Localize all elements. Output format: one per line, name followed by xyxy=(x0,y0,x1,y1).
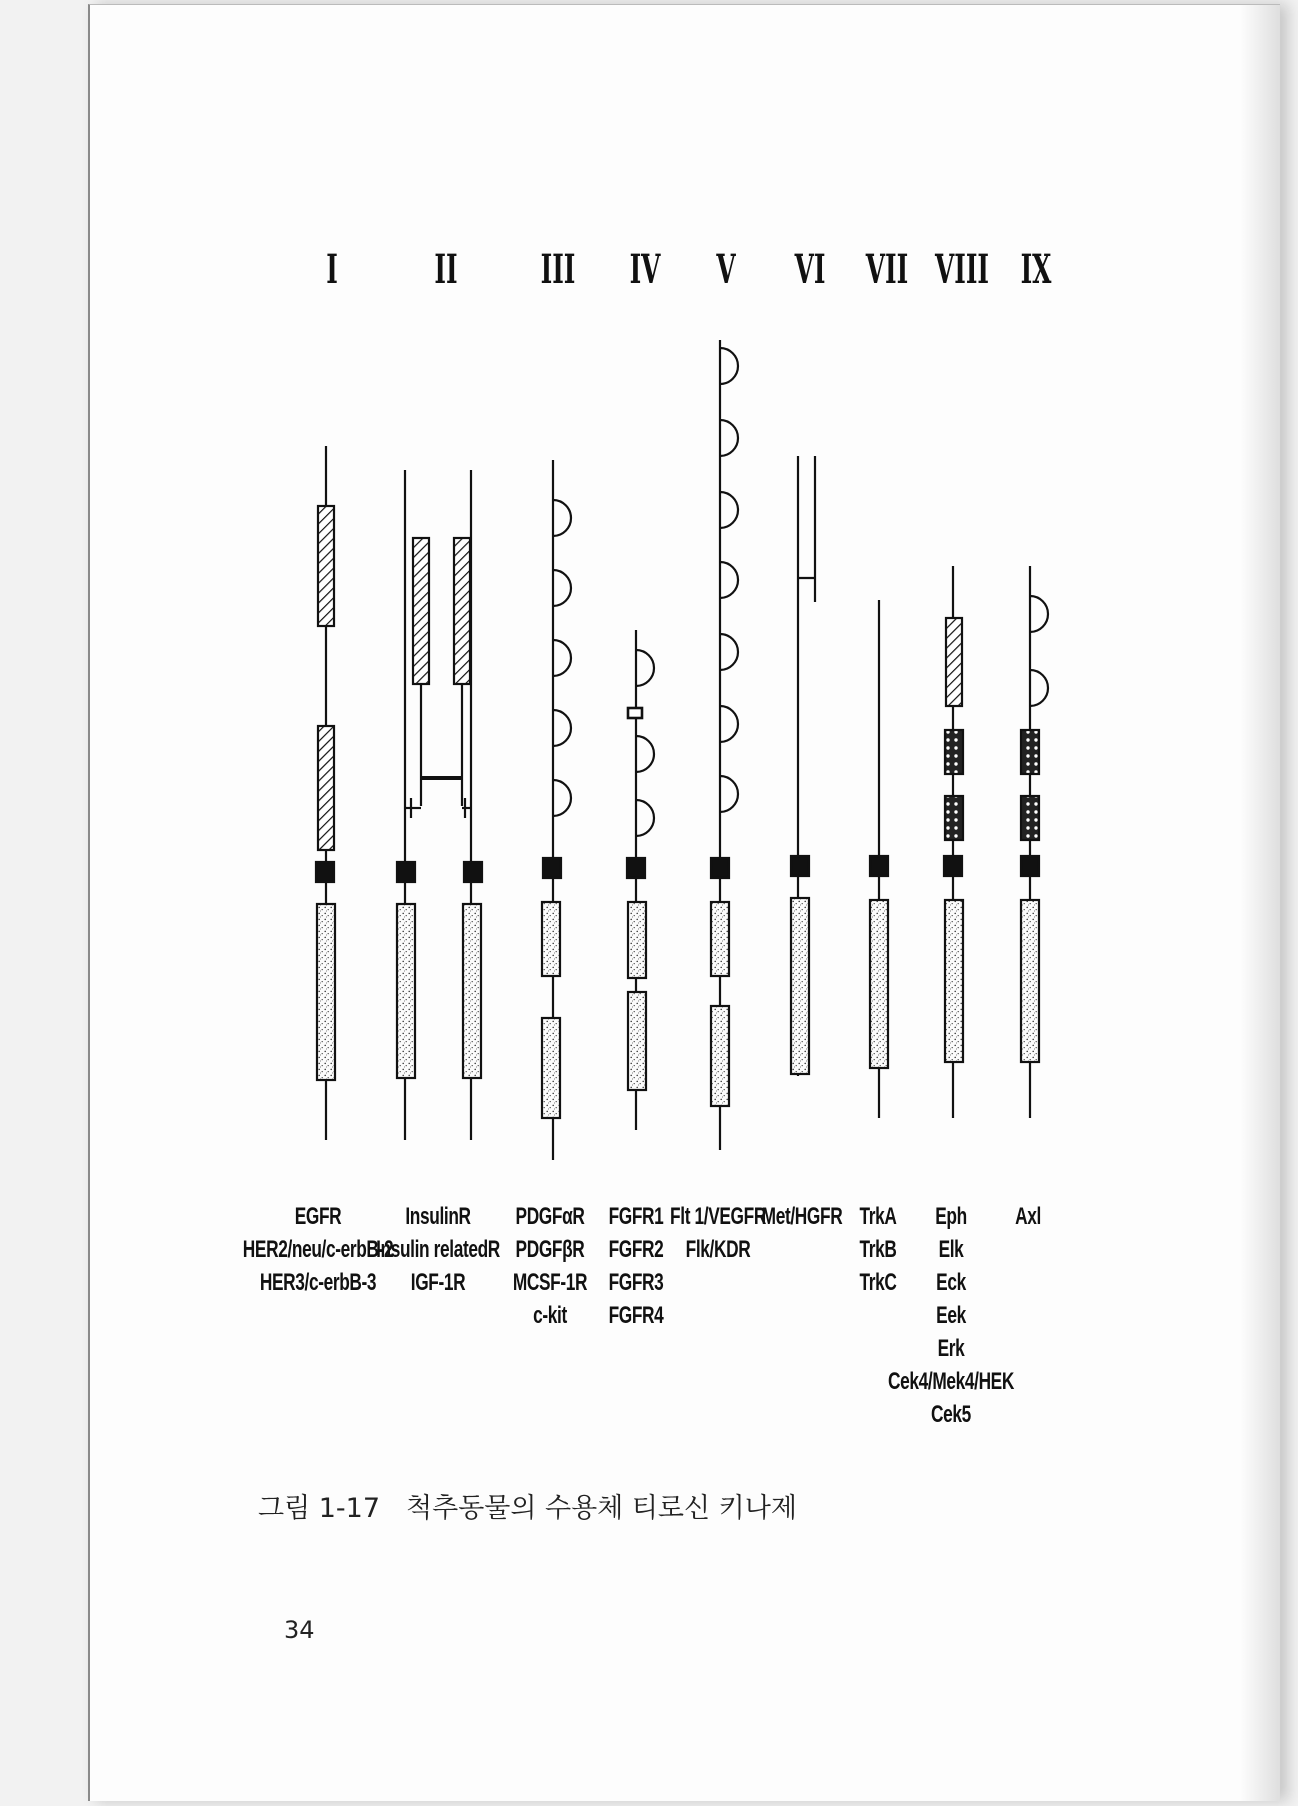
cysteine-rich-domain xyxy=(318,506,334,626)
class-numeral-3: III xyxy=(540,246,576,293)
receptor-name: FGFR3 xyxy=(608,1269,664,1296)
receptor-name: TrkB xyxy=(859,1236,897,1263)
class-numeral-8: VIII xyxy=(934,246,990,293)
receptor-class-5 xyxy=(711,340,738,1150)
class-numeral-1: I xyxy=(326,246,338,293)
receptor-name: Elk xyxy=(938,1236,964,1263)
receptor-class-2 xyxy=(397,470,482,1140)
figure-number: 그림 1-17 xyxy=(258,1493,381,1524)
receptor-class-6 xyxy=(791,456,815,1076)
ig-like-loop xyxy=(553,500,571,536)
receptor-labels-1 xyxy=(243,1200,393,1299)
figure-caption xyxy=(258,1486,823,1525)
receptor-name: IGF-1R xyxy=(410,1269,466,1296)
receptor-class-9 xyxy=(1021,566,1048,1118)
receptor-name: FGFR1 xyxy=(608,1203,664,1230)
receptor-name: HER3/c-erbB-3 xyxy=(259,1269,377,1296)
receptor-name: PDGFβR xyxy=(515,1236,585,1263)
receptor-name: EGFR xyxy=(294,1203,342,1230)
class-numeral-9: IX xyxy=(1020,246,1052,293)
receptor-class-3 xyxy=(542,460,571,1160)
acid-box xyxy=(628,708,642,718)
receptor-class-7 xyxy=(870,600,888,1118)
cysteine-rich-domain xyxy=(318,726,334,850)
receptor-labels-5 xyxy=(670,1200,766,1266)
transmembrane-domain xyxy=(316,862,334,882)
receptor-labels-4 xyxy=(609,1200,664,1332)
receptor-class-4 xyxy=(627,630,654,1130)
receptor-name: HER2/neu/c-erbB-2 xyxy=(242,1236,394,1263)
class-numeral-7: VII xyxy=(865,246,909,293)
receptor-class-8 xyxy=(944,566,963,1118)
receptor-labels-6 xyxy=(762,1200,843,1233)
receptor-name: FGFR4 xyxy=(608,1302,664,1329)
class-numeral-4: IV xyxy=(629,246,661,293)
receptor-name: FGFR2 xyxy=(608,1236,664,1263)
receptor-labels-8 xyxy=(888,1200,1014,1431)
receptor-class-1 xyxy=(316,446,335,1140)
fibronectin-domain xyxy=(945,730,963,774)
kinase-domain xyxy=(317,904,335,1080)
receptor-labels-3 xyxy=(513,1200,587,1332)
receptor-name: Erk xyxy=(937,1335,965,1362)
receptor-name: Eek xyxy=(936,1302,966,1329)
receptor-name: Insulin relatedR xyxy=(376,1236,500,1263)
receptor-name: Eck xyxy=(936,1269,966,1296)
figure-caption-text: 척추동물의 수용체 티로신 키나제 xyxy=(406,1493,797,1524)
class-numeral-6: VI xyxy=(794,246,826,293)
receptor-name: Cek4/Mek4/HEK xyxy=(888,1368,1014,1395)
receptor-name: c-kit xyxy=(533,1302,567,1329)
receptor-name: Flt 1/VEGFR xyxy=(670,1203,766,1230)
receptor-name: Met/HGFR xyxy=(761,1203,843,1230)
receptor-name: Axl xyxy=(1015,1203,1041,1230)
receptor-name: Flk/KDR xyxy=(685,1236,751,1263)
receptor-name: TrkC xyxy=(859,1269,897,1296)
receptor-name: Cek5 xyxy=(931,1401,971,1428)
receptor-name: TrkA xyxy=(859,1203,897,1230)
class-numeral-2: II xyxy=(434,246,458,293)
receptor-name: Eph xyxy=(935,1203,967,1230)
receptor-labels-9 xyxy=(1015,1200,1041,1233)
receptor-labels-2 xyxy=(376,1200,500,1299)
page-number: 34 xyxy=(284,1616,315,1644)
class-numeral-5: V xyxy=(716,246,736,293)
receptor-name: MCSF-1R xyxy=(512,1269,588,1296)
receptor-name: InsulinR xyxy=(405,1203,471,1230)
receptor-name: PDGFαR xyxy=(515,1203,585,1230)
